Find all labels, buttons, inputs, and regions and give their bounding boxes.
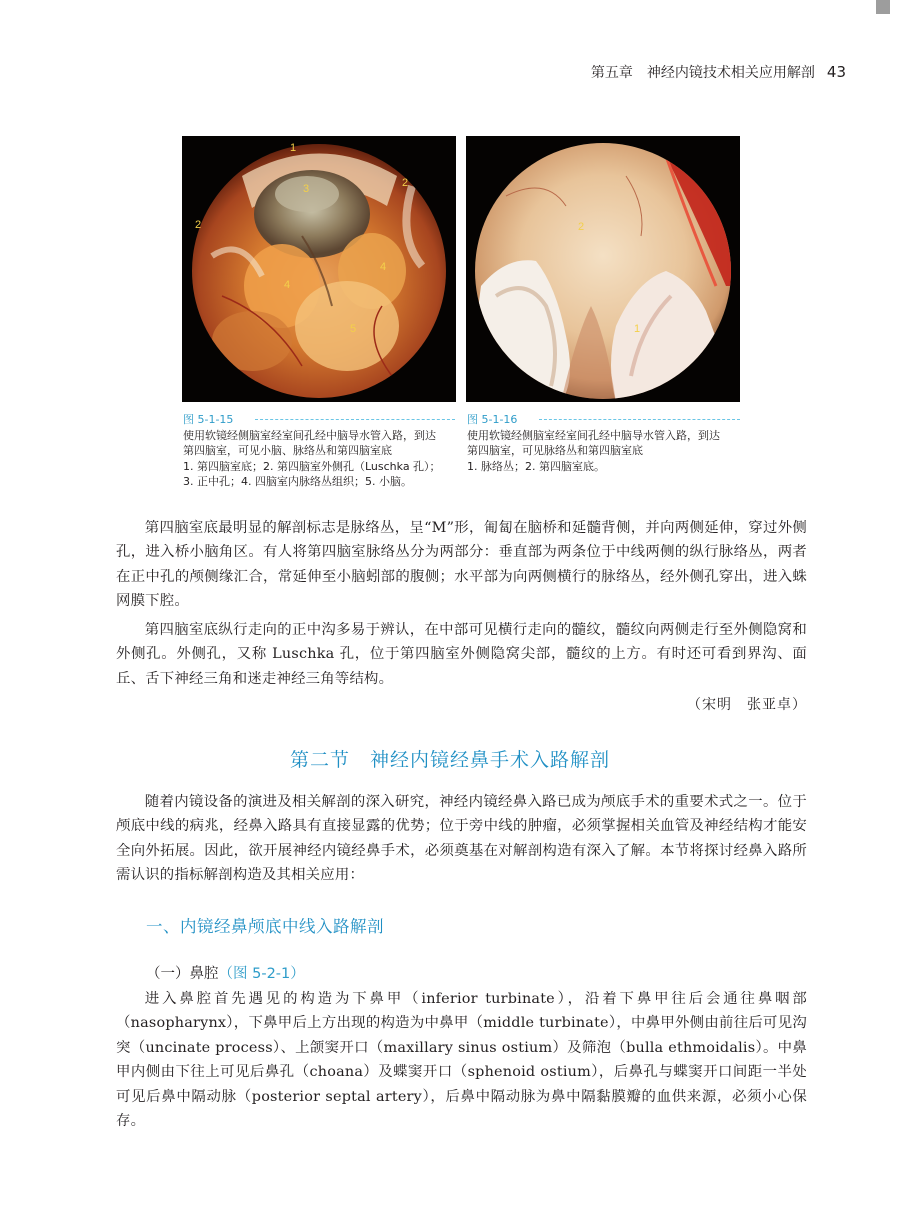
figure-number: 图 5-1-15 (183, 412, 238, 428)
figure-label: 5 (350, 323, 357, 335)
figure-caption-5-1-16 (467, 412, 742, 474)
caption-line: 1. 第四脑室底；2. 第四脑室外侧孔（Luschka 孔）； (183, 459, 441, 473)
paragraph-text: 随着内镜设备的演进及相关解剖的深入研究，神经内镜经鼻入路已成为颅底手术的重要术式之一。位于颅底中线的病兆，经鼻入路具有直接显露的优势；位于旁中线的肿瘤，必须掌握相关血管及神经结构才能安全向外拓展。因此，欲开展神经内镜经鼻手术，必须奠基在对解剖构造有深入了解。本节将探讨经鼻入路所需认识的指标解剖构造及其相关应用： (116, 794, 807, 884)
caption-line: 使用软镜经侧脑室经室间孔经中脑导水管入路，到达 (183, 428, 436, 442)
figure-label: 1 (290, 142, 297, 154)
figure-number: 图 5-1-16 (467, 412, 522, 428)
caption-line: 第四脑室，可见小脑、脉络丛和第四脑室底 (183, 444, 392, 457)
paragraph-text: 第四脑室底纵行走向的正中沟多易于辨认，在中部可见横行走向的髓纹，髓纹向两侧走行至外侧隐窝和外侧孔。外侧孔，又称 Luschka 孔，位于第四脑室外侧隐窝尖部，髓纹的上方。有时还可看到界沟、面丘、舌下神经三角和迷走神经三角等结构。 (116, 622, 807, 687)
paragraph-text: 进入鼻腔首先遇见的构造为下鼻甲（inferior turbinate），沿着下鼻甲往后会通往鼻咽部（nasopharynx），下鼻甲后上方出现的构造为中鼻甲（middle turbinate），中鼻甲外侧由前往后可见沟突（uncinate process）、上颌窦开口（maxillary sinus ostium）及筛泡（bulla ethmoidalis）。中鼻甲内侧由下往上可见后鼻孔（choana）及蝶窦开口（sphenoid ostium），后鼻孔与蝶窦开口间距一半处可见后鼻中隔动脉（posterior septal artery），后鼻中隔动脉为鼻中隔黏膜瓣的血供来源，必须小心保存。 (116, 991, 807, 1130)
subsubsection-title (146, 962, 305, 983)
body-paragraph (116, 618, 807, 691)
paragraph-text: 第四脑室底最明显的解剖标志是脉络丛，呈“M”形，匍匐在脑桥和延髓背侧，并向两侧延伸，穿过外侧孔，进入桥小脑角区。有人将第四脑室脉络丛分为两部分：垂直部为两条位于中线两侧的纵行脉络丛，两者在正中孔的颅侧缘汇合，常延伸至小脑蚓部的腹侧；水平部为向两侧横行的脉络丛，经外侧孔穿出，进入蛛网膜下腔。 (116, 520, 807, 610)
body-paragraph (116, 987, 807, 1133)
figure-5-1-16 (466, 136, 740, 402)
body-paragraph (116, 516, 807, 614)
figure-label: 2 (195, 219, 202, 231)
caption-line: 1. 脉络丛；2. 第四脑室底。 (467, 459, 605, 473)
endoscopic-image-fourth-ventricle (182, 136, 456, 402)
figure-label: 2 (402, 177, 409, 189)
figure-label: 1 (634, 323, 641, 335)
figure-caption-5-1-15 (183, 412, 458, 490)
figure-label: 3 (303, 183, 310, 195)
caption-line: 使用软镜经侧脑室经室间孔经中脑导水管入路，到达 (467, 428, 720, 442)
section-title: 第二节 神经内镜经鼻手术入路解剖 (289, 749, 610, 771)
figure-label: 4 (284, 279, 291, 291)
caption-line: 第四脑室，可见脉络丛和第四脑室底 (467, 444, 643, 457)
figure-label: 4 (380, 261, 387, 273)
body-paragraph (116, 790, 807, 888)
figure-5-1-15 (182, 136, 456, 402)
subsection-title: 一、内镜经鼻颅底中线入路解剖 (146, 917, 384, 936)
subsubsection-label: （一）鼻腔 (146, 966, 219, 982)
running-header (560, 62, 846, 82)
chapter-title: 第五章 神经内镜技术相关应用解剖 (590, 65, 815, 81)
figure-label: 2 (578, 221, 585, 233)
page-number: 43 (826, 63, 846, 81)
caption-line: 3. 正中孔；4. 四脑室内脉络丛组织；5. 小脑。 (183, 475, 412, 488)
corner-mark (876, 0, 890, 14)
figure-reference-link[interactable]: （图 5-2-1） (218, 966, 305, 982)
section-authors: （宋明 张亚卓） (687, 697, 807, 713)
endoscopic-image-choroid-plexus (466, 136, 740, 402)
